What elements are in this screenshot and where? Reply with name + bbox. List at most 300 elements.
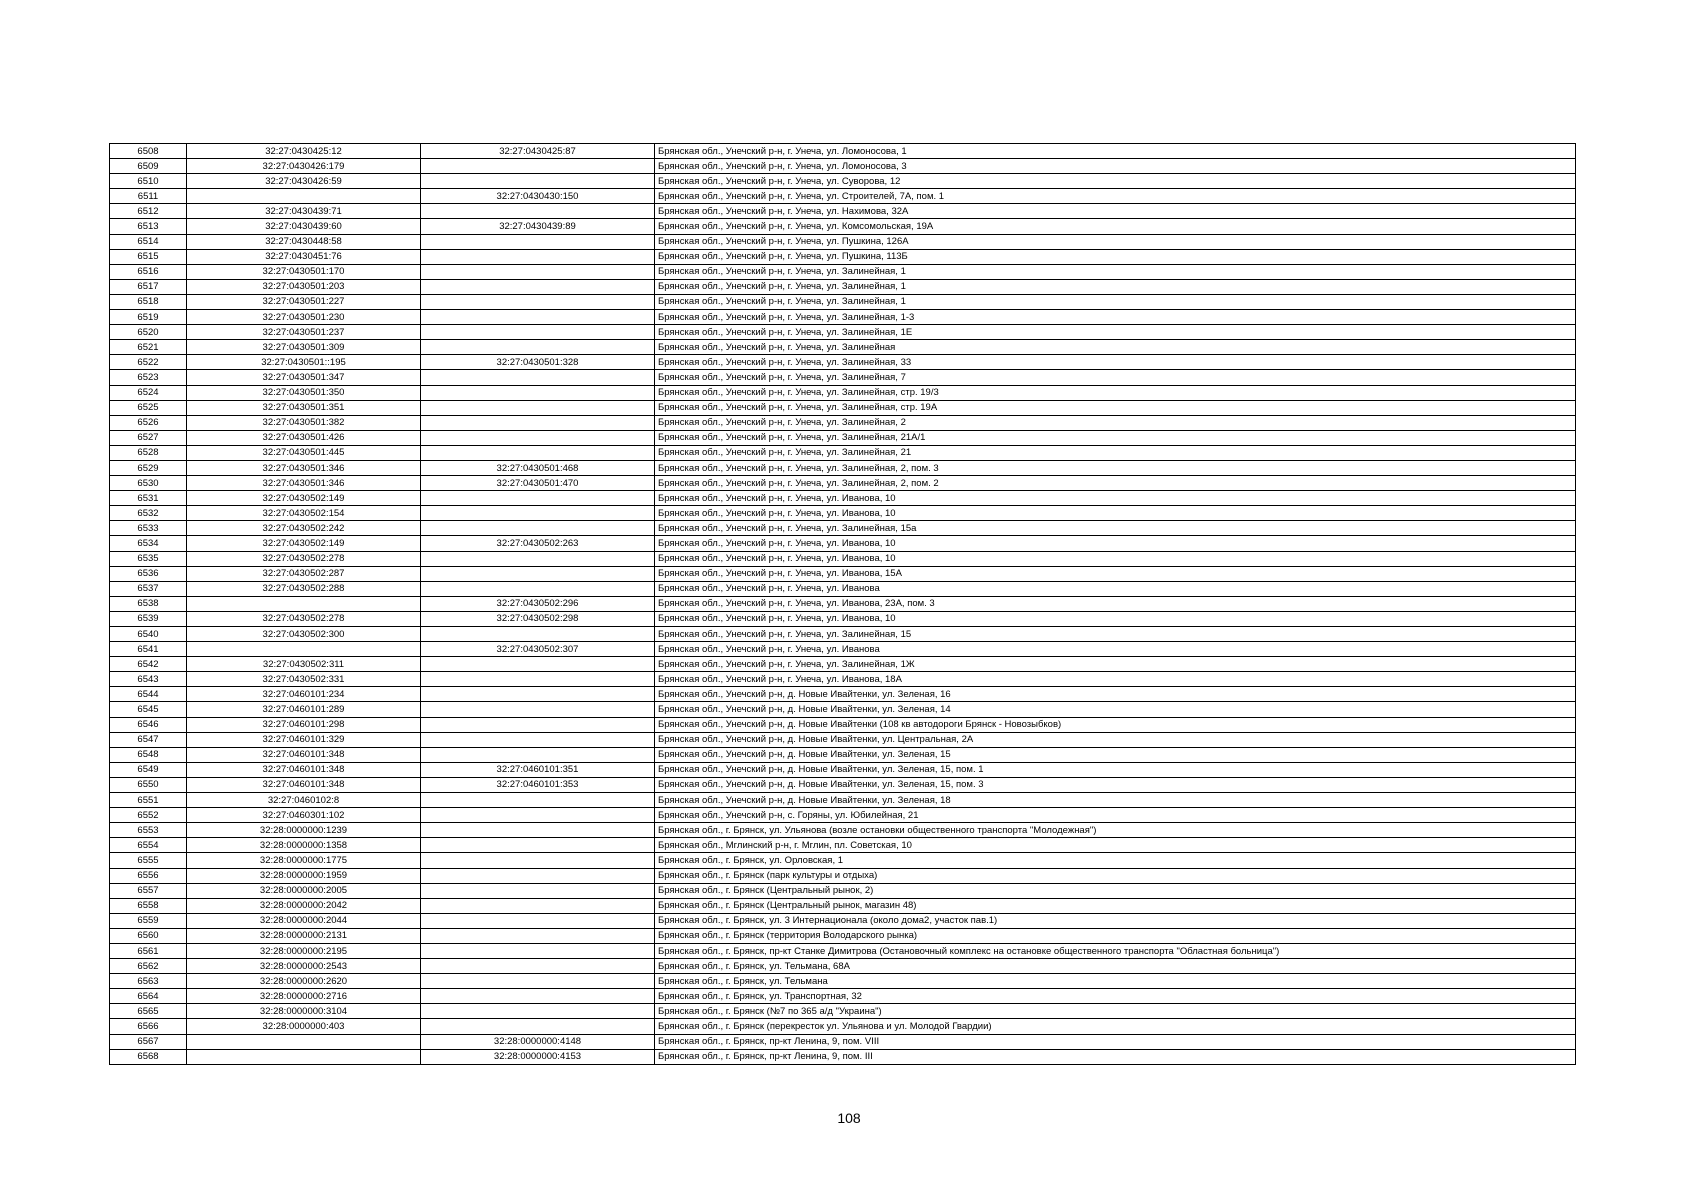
- table-row: [110, 777, 1576, 792]
- linked-cadastral-number-cell: 32:28:0000000:4148: [421, 1034, 655, 1049]
- row-number-cell: 6557: [110, 883, 187, 898]
- cadastral-number-cell: 32:27:0430501:347: [187, 370, 421, 385]
- address-cell: Брянская обл., г. Брянск (№7 по 365 а/д "Украина"): [655, 1004, 1576, 1019]
- row-number-cell: 6544: [110, 687, 187, 702]
- linked-cadastral-number-cell: 32:28:0000000:4153: [421, 1049, 655, 1064]
- table-row: [110, 1004, 1576, 1019]
- row-number-cell: 6530: [110, 476, 187, 491]
- row-number-cell: 6513: [110, 219, 187, 234]
- table-row: [110, 808, 1576, 823]
- address-cell: Брянская обл., г. Брянск, ул. 3 Интернационала (около дома2, участок пав.1): [655, 913, 1576, 928]
- address-cell: Брянская обл., г. Брянск (перекресток ул. Ульянова и ул. Молодой Гвардии): [655, 1019, 1576, 1034]
- table-row: [110, 883, 1576, 898]
- row-number-cell: 6526: [110, 415, 187, 430]
- address-cell: Брянская обл., Унечский р-н, г. Унеча, ул. Комсомольская, 19А: [655, 219, 1576, 234]
- cadastral-number-cell: 32:27:0460101:298: [187, 717, 421, 732]
- linked-cadastral-number-cell: [421, 551, 655, 566]
- address-cell: Брянская обл., г. Брянск, пр-кт Станке Димитрова (Остановочный комплекс на остановке общественного транспорта "Областная больница"): [655, 943, 1576, 958]
- row-number-cell: 6552: [110, 808, 187, 823]
- cadastral-number-cell: [187, 642, 421, 657]
- row-number-cell: 6560: [110, 928, 187, 943]
- table-row: [110, 325, 1576, 340]
- address-cell: Брянская обл., Унечский р-н, г. Унеча, ул. Залинейная, 33: [655, 355, 1576, 370]
- cadastral-number-cell: 32:27:0430502:331: [187, 672, 421, 687]
- registry-table-body: [110, 144, 1576, 1065]
- row-number-cell: 6514: [110, 234, 187, 249]
- cadastral-number-cell: 32:28:0000000:2620: [187, 974, 421, 989]
- address-cell: Брянская обл., Унечский р-н, д. Новые Ивайтенки, ул. Зеленая, 14: [655, 702, 1576, 717]
- cadastral-number-cell: 32:27:0430501:230: [187, 310, 421, 325]
- cadastral-number-cell: 32:28:0000000:2042: [187, 898, 421, 913]
- row-number-cell: 6553: [110, 823, 187, 838]
- row-number-cell: 6549: [110, 762, 187, 777]
- row-number-cell: 6542: [110, 657, 187, 672]
- address-cell: Брянская обл., Унечский р-н, г. Унеча, ул. Залинейная, 2, пом. 2: [655, 476, 1576, 491]
- linked-cadastral-number-cell: [421, 868, 655, 883]
- cadastral-number-cell: 32:28:0000000:403: [187, 1019, 421, 1034]
- address-cell: Брянская обл., Унечский р-н, г. Унеча, ул. Залинейная, стр. 19/3: [655, 385, 1576, 400]
- row-number-cell: 6511: [110, 189, 187, 204]
- address-cell: Брянская обл., Унечский р-н, г. Унеча, ул. Залинейная, 21: [655, 445, 1576, 460]
- row-number-cell: 6543: [110, 672, 187, 687]
- table-row: [110, 989, 1576, 1004]
- linked-cadastral-number-cell: [421, 823, 655, 838]
- table-row: [110, 400, 1576, 415]
- address-cell: Брянская обл., г. Брянск, ул. Ульянова (возле остановки общественного транспорта "Молодежная"): [655, 823, 1576, 838]
- address-cell: Брянская обл., г. Брянск (Центральный рынок, 2): [655, 883, 1576, 898]
- table-row: [110, 310, 1576, 325]
- table-row: [110, 566, 1576, 581]
- linked-cadastral-number-cell: [421, 702, 655, 717]
- linked-cadastral-number-cell: [421, 808, 655, 823]
- cadastral-number-cell: 32:28:0000000:2131: [187, 928, 421, 943]
- row-number-cell: 6561: [110, 943, 187, 958]
- cadastral-number-cell: 32:27:0430502:149: [187, 536, 421, 551]
- linked-cadastral-number-cell: 32:27:0430502:296: [421, 596, 655, 611]
- table-row: [110, 491, 1576, 506]
- address-cell: Брянская обл., г. Брянск, ул. Тельмана: [655, 974, 1576, 989]
- address-cell: Брянская обл., Унечский р-н, г. Унеча, ул. Нахимова, 32А: [655, 204, 1576, 219]
- cadastral-number-cell: 32:27:0430501:346: [187, 476, 421, 491]
- linked-cadastral-number-cell: [421, 400, 655, 415]
- row-number-cell: 6532: [110, 506, 187, 521]
- row-number-cell: 6534: [110, 536, 187, 551]
- table-row: [110, 868, 1576, 883]
- table-row: [110, 279, 1576, 294]
- table-row: [110, 234, 1576, 249]
- cadastral-number-cell: 32:27:0460101:348: [187, 747, 421, 762]
- address-cell: Брянская обл., г. Брянск (Центральный рынок, магазин 48): [655, 898, 1576, 913]
- address-cell: Брянская обл., Мглинский р-н, г. Мглин, пл. Советская, 10: [655, 838, 1576, 853]
- cadastral-number-cell: 32:27:0430501:350: [187, 385, 421, 400]
- row-number-cell: 6535: [110, 551, 187, 566]
- table-row: [110, 702, 1576, 717]
- cadastral-number-cell: 32:27:0430502:149: [187, 491, 421, 506]
- table-row: [110, 898, 1576, 913]
- linked-cadastral-number-cell: [421, 732, 655, 747]
- address-cell: Брянская обл., Унечский р-н, г. Унеча, ул. Ломоносова, 1: [655, 144, 1576, 159]
- linked-cadastral-number-cell: [421, 687, 655, 702]
- table-row: [110, 687, 1576, 702]
- address-cell: Брянская обл., Унечский р-н, г. Унеча, ул. Залинейная, 1: [655, 264, 1576, 279]
- address-cell: Брянская обл., Унечский р-н, г. Унеча, ул. Пушкина, 113Б: [655, 249, 1576, 264]
- table-row: [110, 838, 1576, 853]
- table-row: [110, 370, 1576, 385]
- linked-cadastral-number-cell: [421, 294, 655, 309]
- row-number-cell: 6517: [110, 279, 187, 294]
- cadastral-number-cell: 32:28:0000000:3104: [187, 1004, 421, 1019]
- address-cell: Брянская обл., г. Брянск, ул. Орловская, 1: [655, 853, 1576, 868]
- row-number-cell: 6512: [110, 204, 187, 219]
- address-cell: Брянская обл., Унечский р-н, г. Унеча, ул. Иванова, 23А, пом. 3: [655, 596, 1576, 611]
- linked-cadastral-number-cell: [421, 491, 655, 506]
- address-cell: Брянская обл., Унечский р-н, г. Унеча, ул. Пушкина, 126А: [655, 234, 1576, 249]
- row-number-cell: 6522: [110, 355, 187, 370]
- table-row: [110, 430, 1576, 445]
- linked-cadastral-number-cell: 32:27:0460101:353: [421, 777, 655, 792]
- table-row: [110, 144, 1576, 159]
- table-row: [110, 174, 1576, 189]
- row-number-cell: 6533: [110, 521, 187, 536]
- row-number-cell: 6516: [110, 264, 187, 279]
- linked-cadastral-number-cell: [421, 838, 655, 853]
- address-cell: Брянская обл., Унечский р-н, г. Унеча, ул. Залинейная, стр. 19А: [655, 400, 1576, 415]
- table-row: [110, 943, 1576, 958]
- row-number-cell: 6540: [110, 627, 187, 642]
- linked-cadastral-number-cell: [421, 581, 655, 596]
- cadastral-number-cell: 32:27:0430426:59: [187, 174, 421, 189]
- row-number-cell: 6558: [110, 898, 187, 913]
- linked-cadastral-number-cell: [421, 913, 655, 928]
- table-row: [110, 596, 1576, 611]
- address-cell: Брянская обл., Унечский р-н, с. Горяны, ул. Юбилейная, 21: [655, 808, 1576, 823]
- address-cell: Брянская обл., г. Брянск, пр-кт Ленина, 9, пом. III: [655, 1049, 1576, 1064]
- address-cell: Брянская обл., Унечский р-н, г. Унеча, ул. Залинейная: [655, 340, 1576, 355]
- address-cell: Брянская обл., Унечский р-н, г. Унеча, ул. Иванова, 10: [655, 491, 1576, 506]
- table-row: [110, 294, 1576, 309]
- linked-cadastral-number-cell: 32:27:0460101:351: [421, 762, 655, 777]
- linked-cadastral-number-cell: [421, 989, 655, 1004]
- address-cell: Брянская обл., Унечский р-н, г. Унеча, ул. Залинейная, 1Е: [655, 325, 1576, 340]
- linked-cadastral-number-cell: [421, 672, 655, 687]
- row-number-cell: 6550: [110, 777, 187, 792]
- cadastral-number-cell: 32:27:0430501:309: [187, 340, 421, 355]
- address-cell: Брянская обл., г. Брянск, пр-кт Ленина, 9, пом. VIII: [655, 1034, 1576, 1049]
- cadastral-number-cell: 32:27:0460101:289: [187, 702, 421, 717]
- table-row: [110, 159, 1576, 174]
- row-number-cell: 6520: [110, 325, 187, 340]
- linked-cadastral-number-cell: [421, 521, 655, 536]
- table-row: [110, 340, 1576, 355]
- address-cell: Брянская обл., Унечский р-н, г. Унеча, ул. Залинейная, 2: [655, 415, 1576, 430]
- table-row: [110, 204, 1576, 219]
- cadastral-number-cell: 32:28:0000000:2005: [187, 883, 421, 898]
- linked-cadastral-number-cell: [421, 1004, 655, 1019]
- row-number-cell: 6521: [110, 340, 187, 355]
- cadastral-number-cell: 32:27:0430501:227: [187, 294, 421, 309]
- row-number-cell: 6541: [110, 642, 187, 657]
- linked-cadastral-number-cell: 32:27:0430502:263: [421, 536, 655, 551]
- table-row: [110, 959, 1576, 974]
- address-cell: Брянская обл., Унечский р-н, г. Унеча, ул. Иванова, 10: [655, 506, 1576, 521]
- cadastral-number-cell: 32:27:0430501:346: [187, 460, 421, 475]
- table-row: [110, 762, 1576, 777]
- row-number-cell: 6519: [110, 310, 187, 325]
- linked-cadastral-number-cell: [421, 310, 655, 325]
- table-row: [110, 672, 1576, 687]
- linked-cadastral-number-cell: 32:27:0430439:89: [421, 219, 655, 234]
- cadastral-number-cell: 32:27:0430501::195: [187, 355, 421, 370]
- linked-cadastral-number-cell: [421, 430, 655, 445]
- address-cell: Брянская обл., Унечский р-н, г. Унеча, ул. Залинейная, 15а: [655, 521, 1576, 536]
- linked-cadastral-number-cell: 32:27:0430501:328: [421, 355, 655, 370]
- linked-cadastral-number-cell: [421, 340, 655, 355]
- cadastral-number-cell: 32:27:0430501:203: [187, 279, 421, 294]
- address-cell: Брянская обл., Унечский р-н, г. Унеча, ул. Иванова, 10: [655, 611, 1576, 626]
- table-row: [110, 249, 1576, 264]
- table-row: [110, 581, 1576, 596]
- linked-cadastral-number-cell: 32:27:0430430:150: [421, 189, 655, 204]
- cadastral-number-cell: 32:28:0000000:1775: [187, 853, 421, 868]
- row-number-cell: 6548: [110, 747, 187, 762]
- linked-cadastral-number-cell: [421, 853, 655, 868]
- cadastral-number-cell: 32:27:0430448:58: [187, 234, 421, 249]
- table-row: [110, 928, 1576, 943]
- row-number-cell: 6554: [110, 838, 187, 853]
- cadastral-number-cell: 32:27:0430502:288: [187, 581, 421, 596]
- address-cell: Брянская обл., Унечский р-н, г. Унеча, ул. Ломоносова, 3: [655, 159, 1576, 174]
- linked-cadastral-number-cell: [421, 974, 655, 989]
- linked-cadastral-number-cell: [421, 627, 655, 642]
- table-row: [110, 1034, 1576, 1049]
- row-number-cell: 6547: [110, 732, 187, 747]
- address-cell: Брянская обл., Унечский р-н, г. Унеча, ул. Залинейная, 1-3: [655, 310, 1576, 325]
- address-cell: Брянская обл., Унечский р-н, д. Новые Ивайтенки (108 кв автодороги Брянск - Новозыбков): [655, 717, 1576, 732]
- table-row: [110, 1019, 1576, 1034]
- linked-cadastral-number-cell: [421, 249, 655, 264]
- address-cell: Брянская обл., Унечский р-н, г. Унеча, ул. Залинейная, 7: [655, 370, 1576, 385]
- cadastral-number-cell: 32:27:0430439:60: [187, 219, 421, 234]
- cadastral-number-cell: 32:27:0430426:179: [187, 159, 421, 174]
- cadastral-number-cell: 32:28:0000000:2044: [187, 913, 421, 928]
- table-row: [110, 913, 1576, 928]
- table-row: [110, 415, 1576, 430]
- table-row: [110, 355, 1576, 370]
- registry-table-container: [109, 143, 1575, 1065]
- cadastral-number-cell: [187, 1034, 421, 1049]
- row-number-cell: 6545: [110, 702, 187, 717]
- linked-cadastral-number-cell: [421, 943, 655, 958]
- row-number-cell: 6509: [110, 159, 187, 174]
- row-number-cell: 6546: [110, 717, 187, 732]
- cadastral-number-cell: 32:28:0000000:2543: [187, 959, 421, 974]
- registry-table: [109, 143, 1576, 1065]
- table-row: [110, 747, 1576, 762]
- linked-cadastral-number-cell: [421, 717, 655, 732]
- cadastral-number-cell: [187, 596, 421, 611]
- cadastral-number-cell: 32:27:0430502:300: [187, 627, 421, 642]
- address-cell: Брянская обл., Унечский р-н, г. Унеча, ул. Залинейная, 1Ж: [655, 657, 1576, 672]
- linked-cadastral-number-cell: 32:27:0430502:298: [421, 611, 655, 626]
- row-number-cell: 6564: [110, 989, 187, 1004]
- address-cell: Брянская обл., Унечский р-н, г. Унеча, ул. Иванова, 15А: [655, 566, 1576, 581]
- row-number-cell: 6528: [110, 445, 187, 460]
- linked-cadastral-number-cell: [421, 159, 655, 174]
- row-number-cell: 6525: [110, 400, 187, 415]
- linked-cadastral-number-cell: 32:27:0430501:470: [421, 476, 655, 491]
- row-number-cell: 6508: [110, 144, 187, 159]
- linked-cadastral-number-cell: [421, 883, 655, 898]
- linked-cadastral-number-cell: 32:27:0430425:87: [421, 144, 655, 159]
- row-number-cell: 6538: [110, 596, 187, 611]
- row-number-cell: 6555: [110, 853, 187, 868]
- row-number-cell: 6568: [110, 1049, 187, 1064]
- table-row: [110, 219, 1576, 234]
- row-number-cell: 6551: [110, 793, 187, 808]
- table-row: [110, 627, 1576, 642]
- linked-cadastral-number-cell: [421, 174, 655, 189]
- row-number-cell: 6539: [110, 611, 187, 626]
- row-number-cell: 6567: [110, 1034, 187, 1049]
- cadastral-number-cell: 32:27:0430502:154: [187, 506, 421, 521]
- linked-cadastral-number-cell: [421, 506, 655, 521]
- table-row: [110, 536, 1576, 551]
- row-number-cell: 6527: [110, 430, 187, 445]
- cadastral-number-cell: 32:27:0430502:287: [187, 566, 421, 581]
- cadastral-number-cell: 32:27:0430502:278: [187, 551, 421, 566]
- address-cell: Брянская обл., Унечский р-н, г. Унеча, ул. Залинейная, 1: [655, 279, 1576, 294]
- address-cell: Брянская обл., г. Брянск, ул. Транспортная, 32: [655, 989, 1576, 1004]
- cadastral-number-cell: 32:27:0430501:351: [187, 400, 421, 415]
- table-row: [110, 974, 1576, 989]
- linked-cadastral-number-cell: [421, 415, 655, 430]
- address-cell: Брянская обл., Унечский р-н, г. Унеча, ул. Залинейная, 1: [655, 294, 1576, 309]
- linked-cadastral-number-cell: [421, 264, 655, 279]
- table-row: [110, 521, 1576, 536]
- row-number-cell: 6510: [110, 174, 187, 189]
- linked-cadastral-number-cell: [421, 747, 655, 762]
- linked-cadastral-number-cell: [421, 279, 655, 294]
- table-row: [110, 717, 1576, 732]
- table-row: [110, 460, 1576, 475]
- table-row: [110, 793, 1576, 808]
- table-row: [110, 264, 1576, 279]
- address-cell: Брянская обл., Унечский р-н, г. Унеча, ул. Залинейная, 21А/1: [655, 430, 1576, 445]
- linked-cadastral-number-cell: [421, 793, 655, 808]
- table-row: [110, 1049, 1576, 1064]
- address-cell: Брянская обл., Унечский р-н, г. Унеча, ул. Суворова, 12: [655, 174, 1576, 189]
- table-row: [110, 732, 1576, 747]
- row-number-cell: 6524: [110, 385, 187, 400]
- table-row: [110, 551, 1576, 566]
- linked-cadastral-number-cell: [421, 385, 655, 400]
- address-cell: Брянская обл., Унечский р-н, г. Унеча, ул. Иванова: [655, 642, 1576, 657]
- cadastral-number-cell: 32:27:0460101:329: [187, 732, 421, 747]
- row-number-cell: 6529: [110, 460, 187, 475]
- address-cell: Брянская обл., Унечский р-н, г. Унеча, ул. Залинейная, 2, пом. 3: [655, 460, 1576, 475]
- linked-cadastral-number-cell: 32:27:0430502:307: [421, 642, 655, 657]
- cadastral-number-cell: [187, 1049, 421, 1064]
- address-cell: Брянская обл., Унечский р-н, г. Унеча, ул. Иванова: [655, 581, 1576, 596]
- cadastral-number-cell: 32:27:0430425:12: [187, 144, 421, 159]
- table-row: [110, 853, 1576, 868]
- address-cell: Брянская обл., Унечский р-н, д. Новые Ивайтенки, ул. Зеленая, 15: [655, 747, 1576, 762]
- cadastral-number-cell: 32:28:0000000:2195: [187, 943, 421, 958]
- linked-cadastral-number-cell: [421, 204, 655, 219]
- linked-cadastral-number-cell: [421, 959, 655, 974]
- address-cell: Брянская обл., Унечский р-н, г. Унеча, ул. Иванова, 10: [655, 536, 1576, 551]
- cadastral-number-cell: 32:27:0460101:348: [187, 762, 421, 777]
- linked-cadastral-number-cell: 32:27:0430501:468: [421, 460, 655, 475]
- row-number-cell: 6565: [110, 1004, 187, 1019]
- row-number-cell: 6531: [110, 491, 187, 506]
- row-number-cell: 6563: [110, 974, 187, 989]
- linked-cadastral-number-cell: [421, 325, 655, 340]
- linked-cadastral-number-cell: [421, 657, 655, 672]
- cadastral-number-cell: 32:27:0430501:170: [187, 264, 421, 279]
- address-cell: Брянская обл., Унечский р-н, г. Унеча, ул. Иванова, 10: [655, 551, 1576, 566]
- row-number-cell: 6523: [110, 370, 187, 385]
- cadastral-number-cell: 32:27:0430501:445: [187, 445, 421, 460]
- address-cell: Брянская обл., Унечский р-н, г. Унеча, ул. Залинейная, 15: [655, 627, 1576, 642]
- table-row: [110, 642, 1576, 657]
- cadastral-number-cell: 32:28:0000000:1358: [187, 838, 421, 853]
- cadastral-number-cell: 32:27:0430439:71: [187, 204, 421, 219]
- linked-cadastral-number-cell: [421, 445, 655, 460]
- cadastral-number-cell: 32:27:0430502:242: [187, 521, 421, 536]
- address-cell: Брянская обл., Унечский р-н, д. Новые Ивайтенки, ул. Центральная, 2А: [655, 732, 1576, 747]
- address-cell: Брянская обл., Унечский р-н, г. Унеча, ул. Строителей, 7А, пом. 1: [655, 189, 1576, 204]
- cadastral-number-cell: 32:27:0430501:237: [187, 325, 421, 340]
- cadastral-number-cell: 32:27:0430501:382: [187, 415, 421, 430]
- cadastral-number-cell: 32:27:0460102:8: [187, 793, 421, 808]
- linked-cadastral-number-cell: [421, 928, 655, 943]
- row-number-cell: 6566: [110, 1019, 187, 1034]
- cadastral-number-cell: 32:27:0430502:311: [187, 657, 421, 672]
- linked-cadastral-number-cell: [421, 1019, 655, 1034]
- linked-cadastral-number-cell: [421, 370, 655, 385]
- table-row: [110, 385, 1576, 400]
- cadastral-number-cell: 32:28:0000000:1959: [187, 868, 421, 883]
- table-row: [110, 189, 1576, 204]
- cadastral-number-cell: 32:27:0460101:348: [187, 777, 421, 792]
- linked-cadastral-number-cell: [421, 566, 655, 581]
- cadastral-number-cell: 32:27:0430451:76: [187, 249, 421, 264]
- row-number-cell: 6559: [110, 913, 187, 928]
- table-row: [110, 823, 1576, 838]
- linked-cadastral-number-cell: [421, 898, 655, 913]
- row-number-cell: 6515: [110, 249, 187, 264]
- address-cell: Брянская обл., г. Брянск, ул. Тельмана, 68А: [655, 959, 1576, 974]
- cadastral-number-cell: 32:27:0460301:102: [187, 808, 421, 823]
- cadastral-number-cell: 32:27:0430501:426: [187, 430, 421, 445]
- table-row: [110, 657, 1576, 672]
- cadastral-number-cell: 32:27:0460101:234: [187, 687, 421, 702]
- cadastral-number-cell: 32:27:0430502:278: [187, 611, 421, 626]
- address-cell: Брянская обл., Унечский р-н, д. Новые Ивайтенки, ул. Зеленая, 15, пом. 1: [655, 762, 1576, 777]
- table-row: [110, 445, 1576, 460]
- cadastral-number-cell: 32:28:0000000:2716: [187, 989, 421, 1004]
- table-row: [110, 476, 1576, 491]
- address-cell: Брянская обл., Унечский р-н, д. Новые Ивайтенки, ул. Зеленая, 15, пом. 3: [655, 777, 1576, 792]
- address-cell: Брянская обл., Унечский р-н, г. Унеча, ул. Иванова, 18А: [655, 672, 1576, 687]
- row-number-cell: 6562: [110, 959, 187, 974]
- row-number-cell: 6536: [110, 566, 187, 581]
- address-cell: Брянская обл., г. Брянск (парк культуры и отдыха): [655, 868, 1576, 883]
- table-row: [110, 506, 1576, 521]
- row-number-cell: 6556: [110, 868, 187, 883]
- address-cell: Брянская обл., Унечский р-н, д. Новые Ивайтенки, ул. Зеленая, 16: [655, 687, 1576, 702]
